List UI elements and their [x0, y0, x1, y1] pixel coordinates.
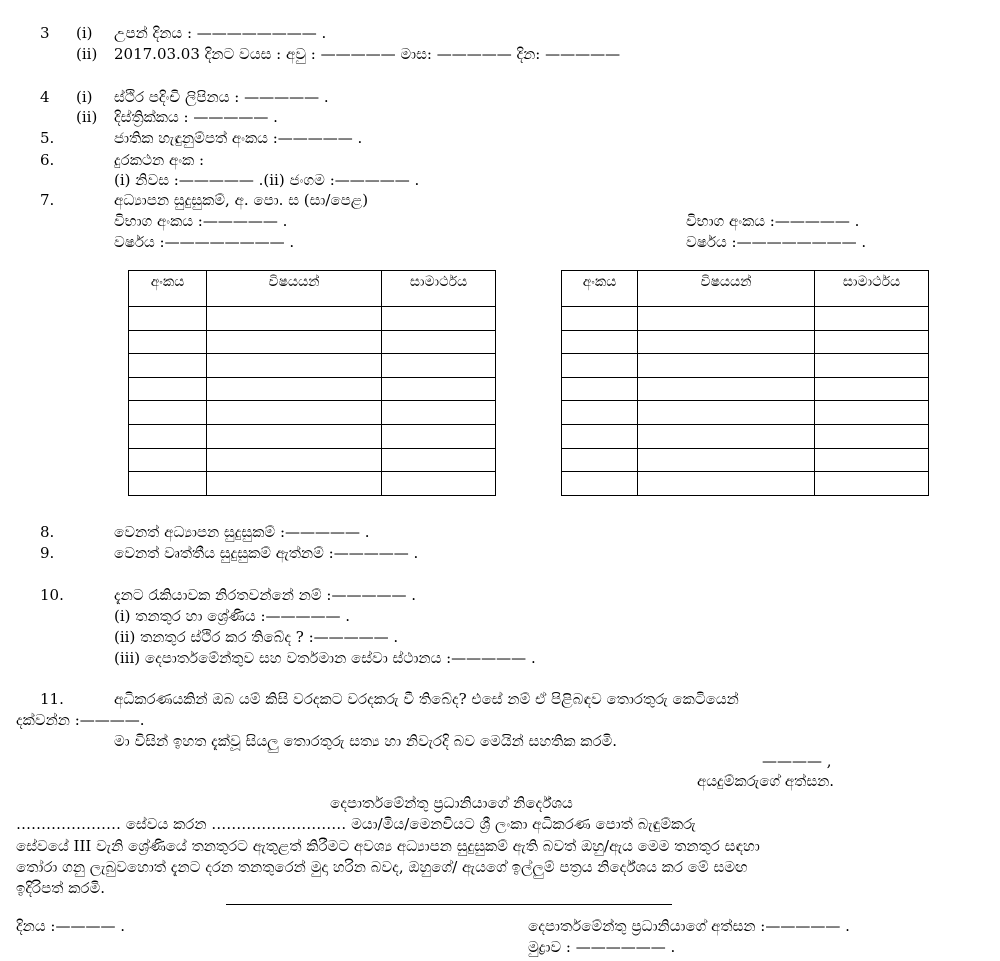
table-cell [129, 448, 207, 472]
current-employment-field: දැනට රැකියාවක නිරතවන්නේ නම් :————— . [114, 586, 416, 604]
table-header-index: අංකය [129, 271, 207, 307]
table-cell [638, 401, 815, 425]
table-cell [207, 330, 382, 354]
table-row [562, 472, 929, 496]
declaration-text: මා විසින් ඉහත දැක්වූ සියලු තොරතුරු සත්‍ය හා නිවැරදි බව මෙයින් සහතික කරමි. [114, 732, 618, 750]
table-cell [382, 401, 496, 425]
table-header-grade: සාමාර්ථය [382, 271, 496, 307]
table-cell [129, 472, 207, 496]
table-cell [562, 448, 638, 472]
table-cell [129, 307, 207, 331]
nic-number-field: ජාතික හැඳුනුම්පත් අංකය :————— . [114, 129, 363, 147]
left-exam-year-field: වර්ෂය :———————— . [114, 233, 295, 251]
education-qualifications-label: අධ්‍යාපන සුදුසුකම්, අ. පො. ස (සා/පෙළ) [114, 191, 369, 209]
recommendation-line-1: ………………… සේවය කරන ……………………… මයා/මිය/මෙනවියට ශ්‍රී ලංකා අධිකරණ පොත් බැඳුම්කරු [16, 815, 696, 833]
recommendation-line-2: සේවයේ III වැනි ශ්‍රේණියේ තනතුරට ඇතුළත් කිරීමට අවශ්‍ය අධ්‍යාපන සුදුසුකම් ඇති බවත් ඔහු/ඇය මෙම තනතුර සඳහා [16, 837, 760, 855]
table-header-subjects: විෂයයන් [638, 271, 815, 307]
q4-number: 4 [40, 88, 50, 106]
table-cell [207, 472, 382, 496]
q9-number: 9. [40, 544, 55, 562]
table-cell [815, 472, 929, 496]
left-results-table [128, 270, 496, 496]
q10-number: 10. [40, 586, 64, 604]
table-cell [562, 472, 638, 496]
table-row [129, 354, 496, 378]
table-header-index: අංකය [562, 271, 638, 307]
table-header-row [562, 271, 929, 307]
table-cell [815, 424, 929, 448]
table-row [562, 448, 929, 472]
recommendation-title: දෙපාර්තමේන්තු ප්‍රධානියාගේ නිර්දේශය [330, 794, 573, 812]
q4-i-label: (i) [76, 88, 93, 106]
table-cell [129, 330, 207, 354]
table-cell [638, 424, 815, 448]
phone-numbers-field: (i) නිවස :————— .(ii) ජංගම :————— . [114, 171, 420, 189]
table-cell [562, 424, 638, 448]
table-cell [562, 330, 638, 354]
table-cell [638, 307, 815, 331]
right-results-table [561, 270, 929, 496]
table-cell [562, 401, 638, 425]
seal-field: මුද්‍රාව : —————— . [528, 938, 676, 956]
table-cell [815, 330, 929, 354]
table-row [562, 354, 929, 378]
table-header-grade: සාමාර්ථය [815, 271, 929, 307]
court-conviction-question: අධිකරණයකින් ඔබ යම් කිසි වරදකට වරදකරු වී තිබේද? එසේ නම් ඒ පිළිබඳව තොරතුරු කෙටියෙන් [114, 690, 739, 708]
table-cell [638, 448, 815, 472]
table-cell [129, 401, 207, 425]
q3-number: 3 [40, 24, 50, 42]
table-cell [562, 354, 638, 378]
table-row [129, 401, 496, 425]
table-cell [382, 354, 496, 378]
table-row [562, 330, 929, 354]
table-cell [207, 401, 382, 425]
table-row [129, 307, 496, 331]
table-row [129, 448, 496, 472]
q7-number: 7. [40, 191, 55, 209]
table-cell [638, 330, 815, 354]
age-field: 2017.03.03 දිනට වයස : අවු : ————— මාස: ————— දින: ————— [114, 45, 621, 63]
table-cell [815, 377, 929, 401]
phone-numbers-label: දුරකථන අංක : [114, 151, 205, 169]
recommendation-line-4: ඉදිරිපත් කරමි. [16, 879, 106, 897]
head-signature-field: දෙපාර්තමේන්තු ප්‍රධානියාගේ අත්සන :————— . [528, 917, 850, 935]
table-row [562, 424, 929, 448]
other-education-field: වෙනත් අධ්‍යාපන සුදුසුකම් :————— . [114, 523, 370, 541]
table-row [562, 401, 929, 425]
table-cell [815, 401, 929, 425]
table-cell [382, 472, 496, 496]
table-cell [815, 307, 929, 331]
court-conviction-details-field: දක්වන්න :————. [16, 711, 145, 729]
table-cell [562, 377, 638, 401]
district-field: දිස්ත්‍රික්කය : ————— . [114, 108, 278, 126]
table-cell [382, 307, 496, 331]
q3-ii-label: (ii) [76, 45, 98, 63]
q4-ii-label: (ii) [76, 108, 98, 126]
table-cell [638, 354, 815, 378]
applicant-signature-label: අයදුම්කරුගේ අත්සන. [697, 772, 835, 790]
table-cell [129, 354, 207, 378]
table-cell [562, 307, 638, 331]
applicant-signature-line: ———— , [762, 752, 832, 770]
table-cell [638, 472, 815, 496]
permanent-address-field: ස්ථිර පදිංචි ලිපිනය : ————— . [114, 88, 329, 106]
professional-qualifications-field: වෙනත් වෘත්තීය සුදුසුකම් ඇත්නම් :————— . [114, 544, 419, 562]
table-row [562, 307, 929, 331]
table-header-row [129, 271, 496, 307]
table-cell [207, 424, 382, 448]
table-cell [382, 330, 496, 354]
table-header-subjects: විෂයයන් [207, 271, 382, 307]
right-exam-year-field: වර්ෂය :———————— . [686, 233, 867, 251]
table-row [129, 424, 496, 448]
table-row [562, 377, 929, 401]
q11-number: 11. [40, 690, 64, 708]
department-workplace-field: (iii) දෙපාර්තමේන්තුව සහ වර්තමාන සේවා ස්ථානය :————— . [114, 649, 536, 667]
table-row [129, 330, 496, 354]
table-cell [129, 377, 207, 401]
post-confirmed-field: (ii) තනතුර ස්ථිර කර තිබේද ? :————— . [114, 628, 399, 646]
table-cell [815, 354, 929, 378]
table-cell [815, 448, 929, 472]
table-cell [129, 424, 207, 448]
table-row [129, 472, 496, 496]
table-cell [382, 448, 496, 472]
table-cell [207, 448, 382, 472]
left-exam-index-field: විභාග අංකය :————— . [114, 212, 288, 230]
section-divider [226, 904, 672, 905]
right-exam-index-field: විභාග අංකය :————— . [686, 212, 860, 230]
table-cell [382, 424, 496, 448]
birth-date-field: උපන් දිනය : ———————— . [114, 24, 327, 42]
q5-number: 5. [40, 129, 55, 147]
table-row [129, 377, 496, 401]
table-cell [382, 377, 496, 401]
table-cell [207, 354, 382, 378]
table-cell [207, 307, 382, 331]
table-cell [638, 377, 815, 401]
q6-number: 6. [40, 151, 55, 169]
date-field: දිනය :———— . [16, 917, 125, 935]
post-and-grade-field: (i) තනතුර හා ශ්‍රේණිය :————— . [114, 607, 351, 625]
recommendation-line-3: තෝරා ගනු ලැබුවහොත් දැනට දරන තනතුරෙන් මුදා හරින බවද, ඔහුගේ/ ඇයගේ ඉල්ලුම් පත්‍රය නිර්දේශය කර මේ සමඟ [16, 858, 748, 876]
table-cell [207, 377, 382, 401]
q3-i-label: (i) [76, 24, 93, 42]
q8-number: 8. [40, 523, 55, 541]
